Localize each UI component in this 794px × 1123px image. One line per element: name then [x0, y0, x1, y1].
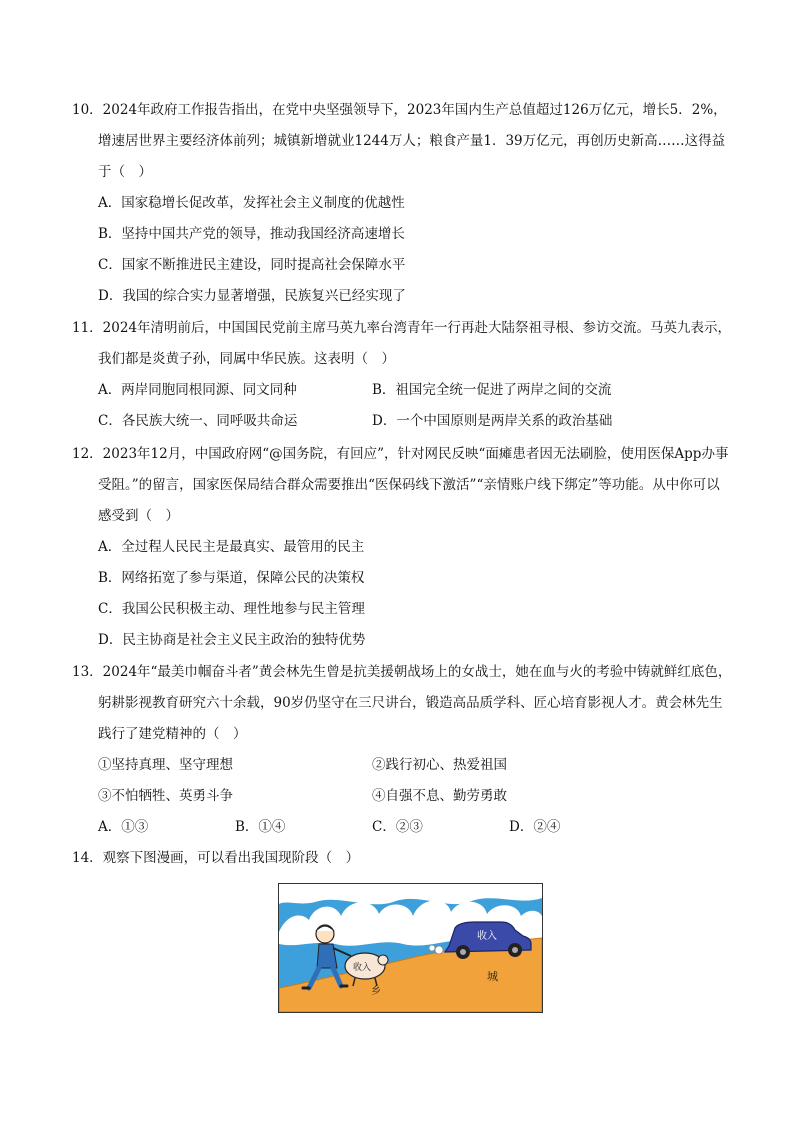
cartoon-illustration [279, 884, 542, 1012]
options-row [72, 406, 732, 437]
option-c: C．国家不断推进民主建设，同时提高社会保障水平 [98, 257, 406, 273]
option-b: B．网络拓宽了参与渠道，保障公民的决策权 [98, 570, 365, 586]
question-stem: 14．观察下图漫画，可以看出我国现阶段（ ） [72, 850, 360, 866]
item-4: ④自强不息、勤劳勇敢 [372, 788, 507, 804]
option-d: D．民主协商是社会主义民主政治的独特优势 [98, 632, 366, 648]
options-row [72, 375, 732, 406]
option-c: C．②③ [372, 819, 423, 835]
question-10 [72, 95, 732, 312]
option-b: B．①④ [235, 819, 286, 835]
item-1: ①坚持真理、坚守理想 [98, 757, 233, 773]
question-stem: 12．2023年12月，中国政府网“@国务院，有回应”，针对网民反映“面瘫患者因无法刷脸，使用医保App办事受阻。”的留言，国家医保局结合群众需要推出“医保码线下激活”“亲情账户线下绑定”等功能。从中你可以感受到（ ） [72, 446, 729, 524]
option-c: C．我国公民积极主动、理性地参与民主管理 [98, 601, 365, 617]
items-row [72, 781, 732, 812]
item-3: ③不怕牺牲、英勇斗争 [98, 788, 233, 804]
option-a: A．两岸同胞同根同源、同文同种 [98, 382, 297, 398]
question-13 [72, 657, 732, 843]
question-stem: 13．2024年“最美巾帼奋斗者”黄会林先生曾是抗美援朝战场上的女战士，她在血与火的考验中铸就鲜红底色，躬耕影视教育研究六十余载，90岁仍坚守在三尺讲台，锻造高品质学科、匠心培育影视人才。黄会林先生践行了建党精神的（ ） [72, 664, 732, 742]
question-stem: 11．2024年清明前后，中国国民党前主席马英九率台湾青年一行再赴大陆祭祖寻根、参访交流。马英九表示，我们都是炎黄子孙，同属中华民族。这表明（ ） [72, 320, 732, 367]
option-b: B．坚持中国共产党的领导，推动我国经济高速增长 [98, 226, 405, 242]
option-a: A．国家稳增长促改革，发挥社会主义制度的优越性 [98, 195, 405, 211]
option-d: D．②④ [509, 819, 561, 835]
city-label: 城 [487, 970, 498, 983]
cartoon-image [278, 883, 543, 1013]
items-row [72, 750, 732, 781]
question-14 [72, 843, 732, 874]
options-row [72, 812, 732, 843]
option-c: C．各民族大统一、同呼吸共命运 [98, 413, 298, 429]
option-d: D．我国的综合实力显著增强，民族复兴已经实现了 [98, 288, 406, 304]
item-2: ②践行初心、热爱祖国 [372, 757, 507, 773]
village-label: 乡 [371, 986, 381, 997]
option-b: B．祖国完全统一促进了两岸之间的交流 [372, 382, 612, 398]
pig-label: 收入 [353, 963, 372, 973]
car-label: 收入 [477, 931, 497, 942]
option-a: A．全过程人民民主是最真实、最管用的民主 [98, 539, 365, 555]
question-12 [72, 439, 732, 656]
option-a: A．①③ [98, 819, 149, 835]
question-stem: 10．2024年政府工作报告指出，在党中央坚强领导下，2023年国内生产总值超过126万亿元，增长5．2%，增速居世界主要经济体前列；城镇新增就业1244万人；粮食产量1．39万亿元，再创历史新高……这得益于（ ） [72, 102, 727, 180]
option-d: D．一个中国原则是两岸关系的政治基础 [372, 413, 613, 429]
question-11 [72, 313, 732, 437]
